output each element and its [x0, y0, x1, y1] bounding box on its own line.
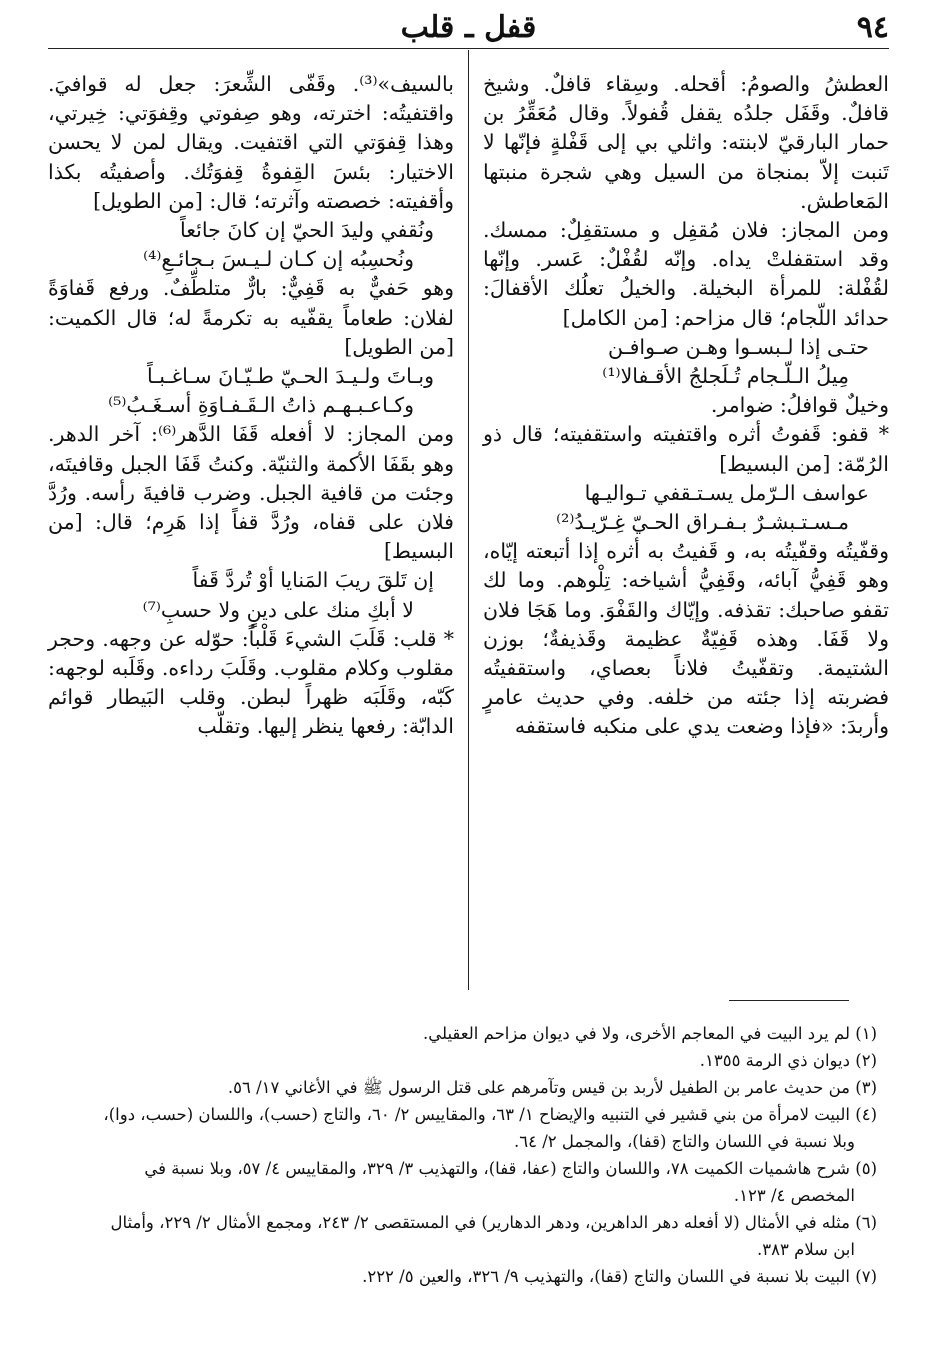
footnote-separator	[729, 1000, 849, 1001]
paragraph: وهو حَفيٌّ به قَفِيٌّ: بارٌّ متلطِّفٌ. ورفع قَفاوَةً لفلان: طعاماً يقفّيه به تكرمةً له؛ قال الكميت: [من الطويل]	[48, 276, 454, 359]
footnotes	[67, 1020, 877, 1290]
paragraph: بالسيف»⁽³⁾. وقَفّى الشِّعرَ: جعل له قوافيَ. واقتفيتُه: اخترته، وهو صِفوتي وقِفوَتي: خِيرتي، وهذا قِفوَتي التي اقتفيت. ويقال لمن لا يحسن الاختيار: بئسَ القِفوةُ قِفوَتُك. وأصفيتُه بكذا وأقفيته: خصصته وآثرته؛ قال: [من الطويل]	[48, 72, 454, 213]
verse-line: حتـى إذا لـبسـوا وهـن صـوافـن	[608, 334, 869, 359]
footnote-continuation: المخصص ٤/ ١٢٣.	[733, 1186, 855, 1205]
entry-paragraph: * قلب: قَلَبَ الشيءَ قَلْباً: حوّله عن وجهه. وحجر مقلوب وكلام مقلوب. وقَلَبَ رداءه. وقَلَبه لوجهه: كَبّه، وقَلَبَه ظهراً لبطن. وقلب البَيطار قوائم الدابّة: رفعها ينظر إليها. وتقلّب	[48, 626, 454, 739]
verse-line: ونُقفي وليدَ الحيّ إن كانَ جائعاً	[180, 218, 434, 243]
footnote: (٤) البيت لامرأة من بني قشير في التنبيه والإيضاح ١/ ٦٣، والمقاييس ٢/ ٦٠، والتاج (حسب)، واللسان (حسب، دوا)،	[103, 1105, 877, 1124]
verse-line: لا أبكِ منك على دينٍ ولا حسبِ⁽⁷⁾	[142, 597, 414, 622]
page-number: ٩٤	[856, 10, 889, 45]
verse-line: وبـاتَ ولـيـدَ الحـيّ طـيّـانَ سـاغـبـاً	[147, 364, 434, 389]
column-divider	[468, 50, 469, 990]
footnote-continuation: ابن سلام ٣٨٣.	[757, 1240, 855, 1259]
page-title: قفل ـ قلب	[400, 10, 537, 45]
footnote: (٢) ديوان ذي الرمة ١٣٥٥.	[699, 1051, 877, 1070]
footnote: (٥) شرح هاشميات الكميت ٧٨، واللسان والتاج (عفا، قفا)، والتهذيب ٣/ ٣٢٩، والمقاييس ٤/ ٥٧، وبلا نسبة في	[144, 1159, 877, 1178]
paragraph: وقفّيتُه وقفّيتُه به، و قَفيتُ به أثره إذا أتبعته إيّاه، وهو قَفِيُّ آبائه، وقَفِيُّ أشياخه: تِلْوهم. وما لك تقفو صاحبك: تقذفه. وإيّاك والقَفْوَ. وما هَجَا فلان ولا قَفَا. وهذه قَفِيّةٌ عظيمة وقَذيفةٌ؛ بوزن الشتيمة. وتقفّيتُ فلاناً بعصاي، واستقفيتُه فضربته إذا جئته من خلفه. وفي حديث عامرٍ وأربدَ: «فإذا وضعت يدي على منكبه فاستقفه	[483, 539, 889, 739]
footnote: (٦) مثله في الأمثال (لا أفعله دهر الداهرين، ودهر الدهارير) في المستقصى ٢/ ٢٤٣، ومجمع الأمثال ٢/ ٢٢٩، وأمثال	[110, 1213, 877, 1232]
verse-line: مِيلُ الـلّـجام تُـلَجلجُ الأقـفالا⁽¹⁾	[602, 364, 849, 389]
paragraph: ومن المجاز: فلان مُقفِل و مستقفِلٌ: ممسك. وقد استقفلتْ يداه. وإنّه لقُفْلٌ: عَسر. وإنّها لقُفْلة: للمرأة البخيلة. والخيلُ تعلُك الأقفالَ: حدائد اللّجام؛ قال مزاحم: [من الكامل]	[483, 218, 889, 330]
header-rule	[48, 48, 889, 49]
verse-line: وكـاعـبـهـم ذاتُ الـقَـفـاوَةِ أسـغَـبُ⁽⁵⁾	[108, 393, 414, 418]
paragraph: العطشُ والصومُ: أقحله. وسِقاء قافلٌ. وشيخ قافلٌ. وقَفَل جلدُه يقفل قُفولاً. وقال مُعَقِّرُ بن حمار البارقيّ لابنته: واثلي بي إلى قَفْلةٍ فإنّها لا تَنبت إلاّ بمنجاة من السيل وهي شجرة منبتها المَعاطش.	[483, 72, 889, 213]
page-header	[48, 10, 889, 48]
verse-line: عواسف الـرّمل يسـتـقفي تـواليـها	[584, 480, 869, 505]
verse-line: مـسـتـبشـرٌ بـفـراق الحـيّ غِـرّيـدُ⁽²⁾	[556, 510, 849, 535]
right-column	[483, 70, 889, 742]
entry-paragraph: * قفو: قَفوتُ أثره واقتفيته واستقفيته؛ قال ذو الرُمّة: [من البسيط]	[483, 422, 889, 476]
footnote: (١) لم يرد البيت في المعاجم الأخرى، ولا في ديوان مزاحم العقيلي.	[422, 1024, 877, 1043]
verse-line: إن تَلقَ ريبَ المَنايا أوْ تُردَّ قَفاً	[192, 568, 434, 593]
footnote-continuation: وبلا نسبة في اللسان والتاج (قفا)، والمجمل ٢/ ٦٤.	[513, 1132, 855, 1151]
footnote: (٣) من حديث عامر بن الطفيل لأربد بن قيس وتآمرهم على قتل الرسول ﷺ في الأغاني ١٧/ ٥٦.	[227, 1078, 877, 1097]
left-column	[48, 70, 454, 742]
footnote: (٧) البيت بلا نسبة في اللسان والتاج (قفا)، والتهذيب ٩/ ٣٢٦، والعين ٥/ ٢٢٢.	[362, 1267, 877, 1286]
paragraph: وخيلٌ قوافلُ: ضوامر.	[710, 393, 889, 418]
paragraph: ومن المجاز: لا أفعله قَفَا الدَّهر⁽⁶⁾: آخر الدهر. وهو بقَفَا الأكمة والثنيّة. وكنتُ قَفَا الجبل وقافيتَه، وجئت من قافية الجبل. وضرب قافيةَ رأسه. ورُدَّ فلان على قفاه، ورُدَّ قفاً إذا هَرِم؛ قال: [من البسيط]	[48, 422, 454, 564]
verse-line: ونُحسِبُه إن كـان لـيـسَ بـجائـعِ⁽⁴⁾	[143, 247, 414, 272]
